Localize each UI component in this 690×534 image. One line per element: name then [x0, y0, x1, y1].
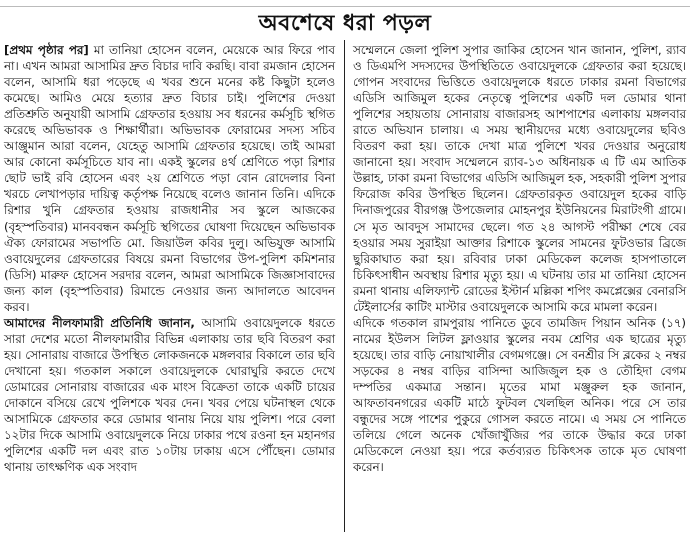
right-paragraph-2: এদিকে গতকাল রামপুরায় পানিতে ডুবে তামজিদ পিয়ান অনিক (১৭) নামের ইউলস লিটল ফ্লাওয়ার স্কুলের নবম শ্রেণির এক ছাত্রের মৃত্যু হয়েছে। তার বাড়ি নোয়াখালীর বেগমগঞ্জে। সে বনশ্রীর সি ব্লকের ২ নম্বর সড়কের ৪ নম্বর বাড়ির বাসিন্দা আজিজুল হক ও তৌহিদা বেগম দম্পতির একমাত্র সন্তান। মৃতের মামা মঞ্জুরুল হক জানান, আফতাবনগরের একটি মাঠে ফুটবল খেলছিল অনিক। পরে সে তার বন্ধুদের সঙ্গে পাশের পুকুরে গোসল করতে নামে। এ সময় সে পানিতে তলিয়ে গেলে অনেক খোঁজাখুঁজির পর তাকে উদ্ধার করে ঢাকা মেডিকেলে নেওয়া হয়। পরে কর্তব্যরত চিকিৎসক তাকে মৃত ঘোষণা করেন। — [353, 315, 686, 475]
right-column — [351, 40, 686, 532]
correspondent-label: আমাদের নীলফামারী প্রতিনিধি জানান, — [4, 315, 195, 330]
left-column — [4, 40, 339, 532]
left-paragraph-2 — [4, 315, 335, 475]
continuation-label: [প্রথম পৃষ্ঠার পর] — [4, 43, 89, 57]
headline-banner — [0, 6, 690, 42]
column-divider — [344, 40, 345, 532]
headline: অবশেষে ধরা পড়ল — [258, 10, 432, 36]
right-paragraph-1: সম্মেলনে জেলা পুলিশ সুপার জাকির হোসেন খান জানান, পুলিশ, র‍্যাব ও ডিএমপি সদস্যদের উপস্থিতিতে ওবায়েদুলকে গ্রেফতার করা হয়েছে। গোপন সংবাদের ভিত্তিতে ওবায়েদুলকে ধরতে ঢাকার রমনা বিভাগের এডিসি আজিমুল হকের নেতৃত্বে পুলিশের একটি দল ডোমার থানা পুলিশের সহায়তায় সোনারায় বাজারসহ আশপাশের এলাকায় মঙ্গলবার রাতে অভিযান চালায়। এ সময় স্থানীয়দের মধ্যে ওবায়েদুলের ছবিও বিতরণ করা হয়। তাকে দেখা মাত্র পুলিশে খবর দেওয়ার অনুরোধ জানানো হয়। সংবাদ সম্মেলনে র‍্যাব-১৩ অধিনায়ক এ টি এম আতিক উল্লাহ, ঢাকা রমনা বিভাগের এডিসি আজিমুল হক, সহকারী পুলিশ সুপার ফিরোজ কবির উপস্থিত ছিলেন। গ্রেফতারকৃত ওবায়েদুল হকের বাড়ি দিনাজপুরের বীরগঞ্জ উপজেলার মোহনপুর ইউনিয়নের মিরাটংগী গ্রামে। সে মৃত আবদুস সামাদের ছেলে। গত ২৪ আগস্ট পরীক্ষা শেষে বের হওয়ার সময় সুরাইয়া আক্তার রিশাকে স্কুলের সামনের ফুটওভার ব্রিজে ছুরিকাঘাত করা হয়। রবিবার ঢাকা মেডিকেল কলেজ হাসপাতালে চিকিৎসাধীন অবস্থায় রিশার মৃত্যু হয়। এ ঘটনায় তার মা তানিয়া হোসেন রমনা থানায় এলিফ্যান্ট রোডের ইস্টার্ন মল্লিকা শপিং কমপ্লেক্সের বেনারসি টেইলার্সের কাটিং মাস্টার ওবায়েদুলকে আসামি করে মামলা করেন। — [353, 43, 686, 314]
left-paragraph-1 — [4, 42, 335, 315]
left-para-1-text: মা তানিয়া হোসেন বলেন, মেয়েকে আর ফিরে পাব না। এখন আমরা আসামির দ্রুত বিচার দাবি করছি। বাবা রমজান হোসেন বলেন, আসামি ধরা পড়েছে এ খবর শুনে মনের কষ্ট কিছুটা হলেও কমেছে। আমিও মেয়ে হত্যার দ্রুত বিচার চাই। পুলিশের দেওয়া প্রতিশ্রুতি অনুযায়ী আসামি গ্রেফতার হওয়ায় সব ধরনের কর্মসূচি স্থগিত করেছে অভিভাবক ও শিক্ষার্থীরা। অভিভাবক ফোরামের সদস্য সচিব আঞ্জুমান আরা বলেন, যেহেতু আসামি গ্রেফতার হয়েছে। তাই আমরা আর কোনো কর্মসূচিতে যাব না। একই স্কুলের ৪র্থ শ্রেণিতে পড়া রিশার ছোট ভাই রবি হোসেন এবং ২য় শ্রেণিতে পড়া বোন রোদেলার বিনা খরচে লেখাপড়ার দায়িত্ব কর্তৃপক্ষ নিয়েছে বলেও জানান তিনি। এদিকে রিশার খুনি গ্রেফতার হওয়ায় রাজধানীর সব স্কুলে আজকের (বৃহস্পতিবার) মানববন্ধন কর্মসূচি স্থগিতের ঘোষণা দিয়েছেন অভিভাবক ঐক্য ফোরামের সভাপতি মো. জিয়াউল কবির দুলু। অভিযুক্ত আসামি ওবায়েদুলের গ্রেফতারের বিষয়ে রমনা বিভাগের উপ-পুলিশ কমিশনার (ডিসি) মারুফ হোসেন সরদার বলেন, আমরা আসামিকে জিজ্ঞাসাবাদের জন্য কাল (বৃহস্পতিবার) রিমান্ডে নেওয়ার জন্য আদালতে আবেদন করব। — [4, 43, 336, 314]
left-para-2-text: আসামি ওবায়েদুলকে ধরতে সারা দেশের মতো নীলফামারীর বিভিন্ন এলাকায় তার ছবি বিতরণ করা হয়। সোনারায় বাজারে উপস্থিত লোকজনকে মঙ্গলবার বিকালে তার ছবি দেখানো হয়। গতকাল সকালে ওবায়েদুলকে ঘোরাঘুরি করতে দেখে ডোমারের সোনারায় বাজারের এক মাংস বিক্রেতা তাকে একটি চায়ের দোকানে বসিয়ে রেখে পুলিশকে খবর দেন। খবর পেয়ে ঘটনাস্থল থেকে আসামিকে গ্রেফতার করে ডোমার থানায় নিয়ে যায় পুলিশ। পরে বেলা ১২টার দিকে আসামি ওবায়েদুলকে নিয়ে ঢাকার পথে রওনা হন মহানগর পুলিশের একটি দল এবং রাত ১০টায় ঢাকায় এসে পৌঁছেন। ডোমার থানায় তাৎক্ষণিক এক সংবাদ — [4, 315, 336, 475]
